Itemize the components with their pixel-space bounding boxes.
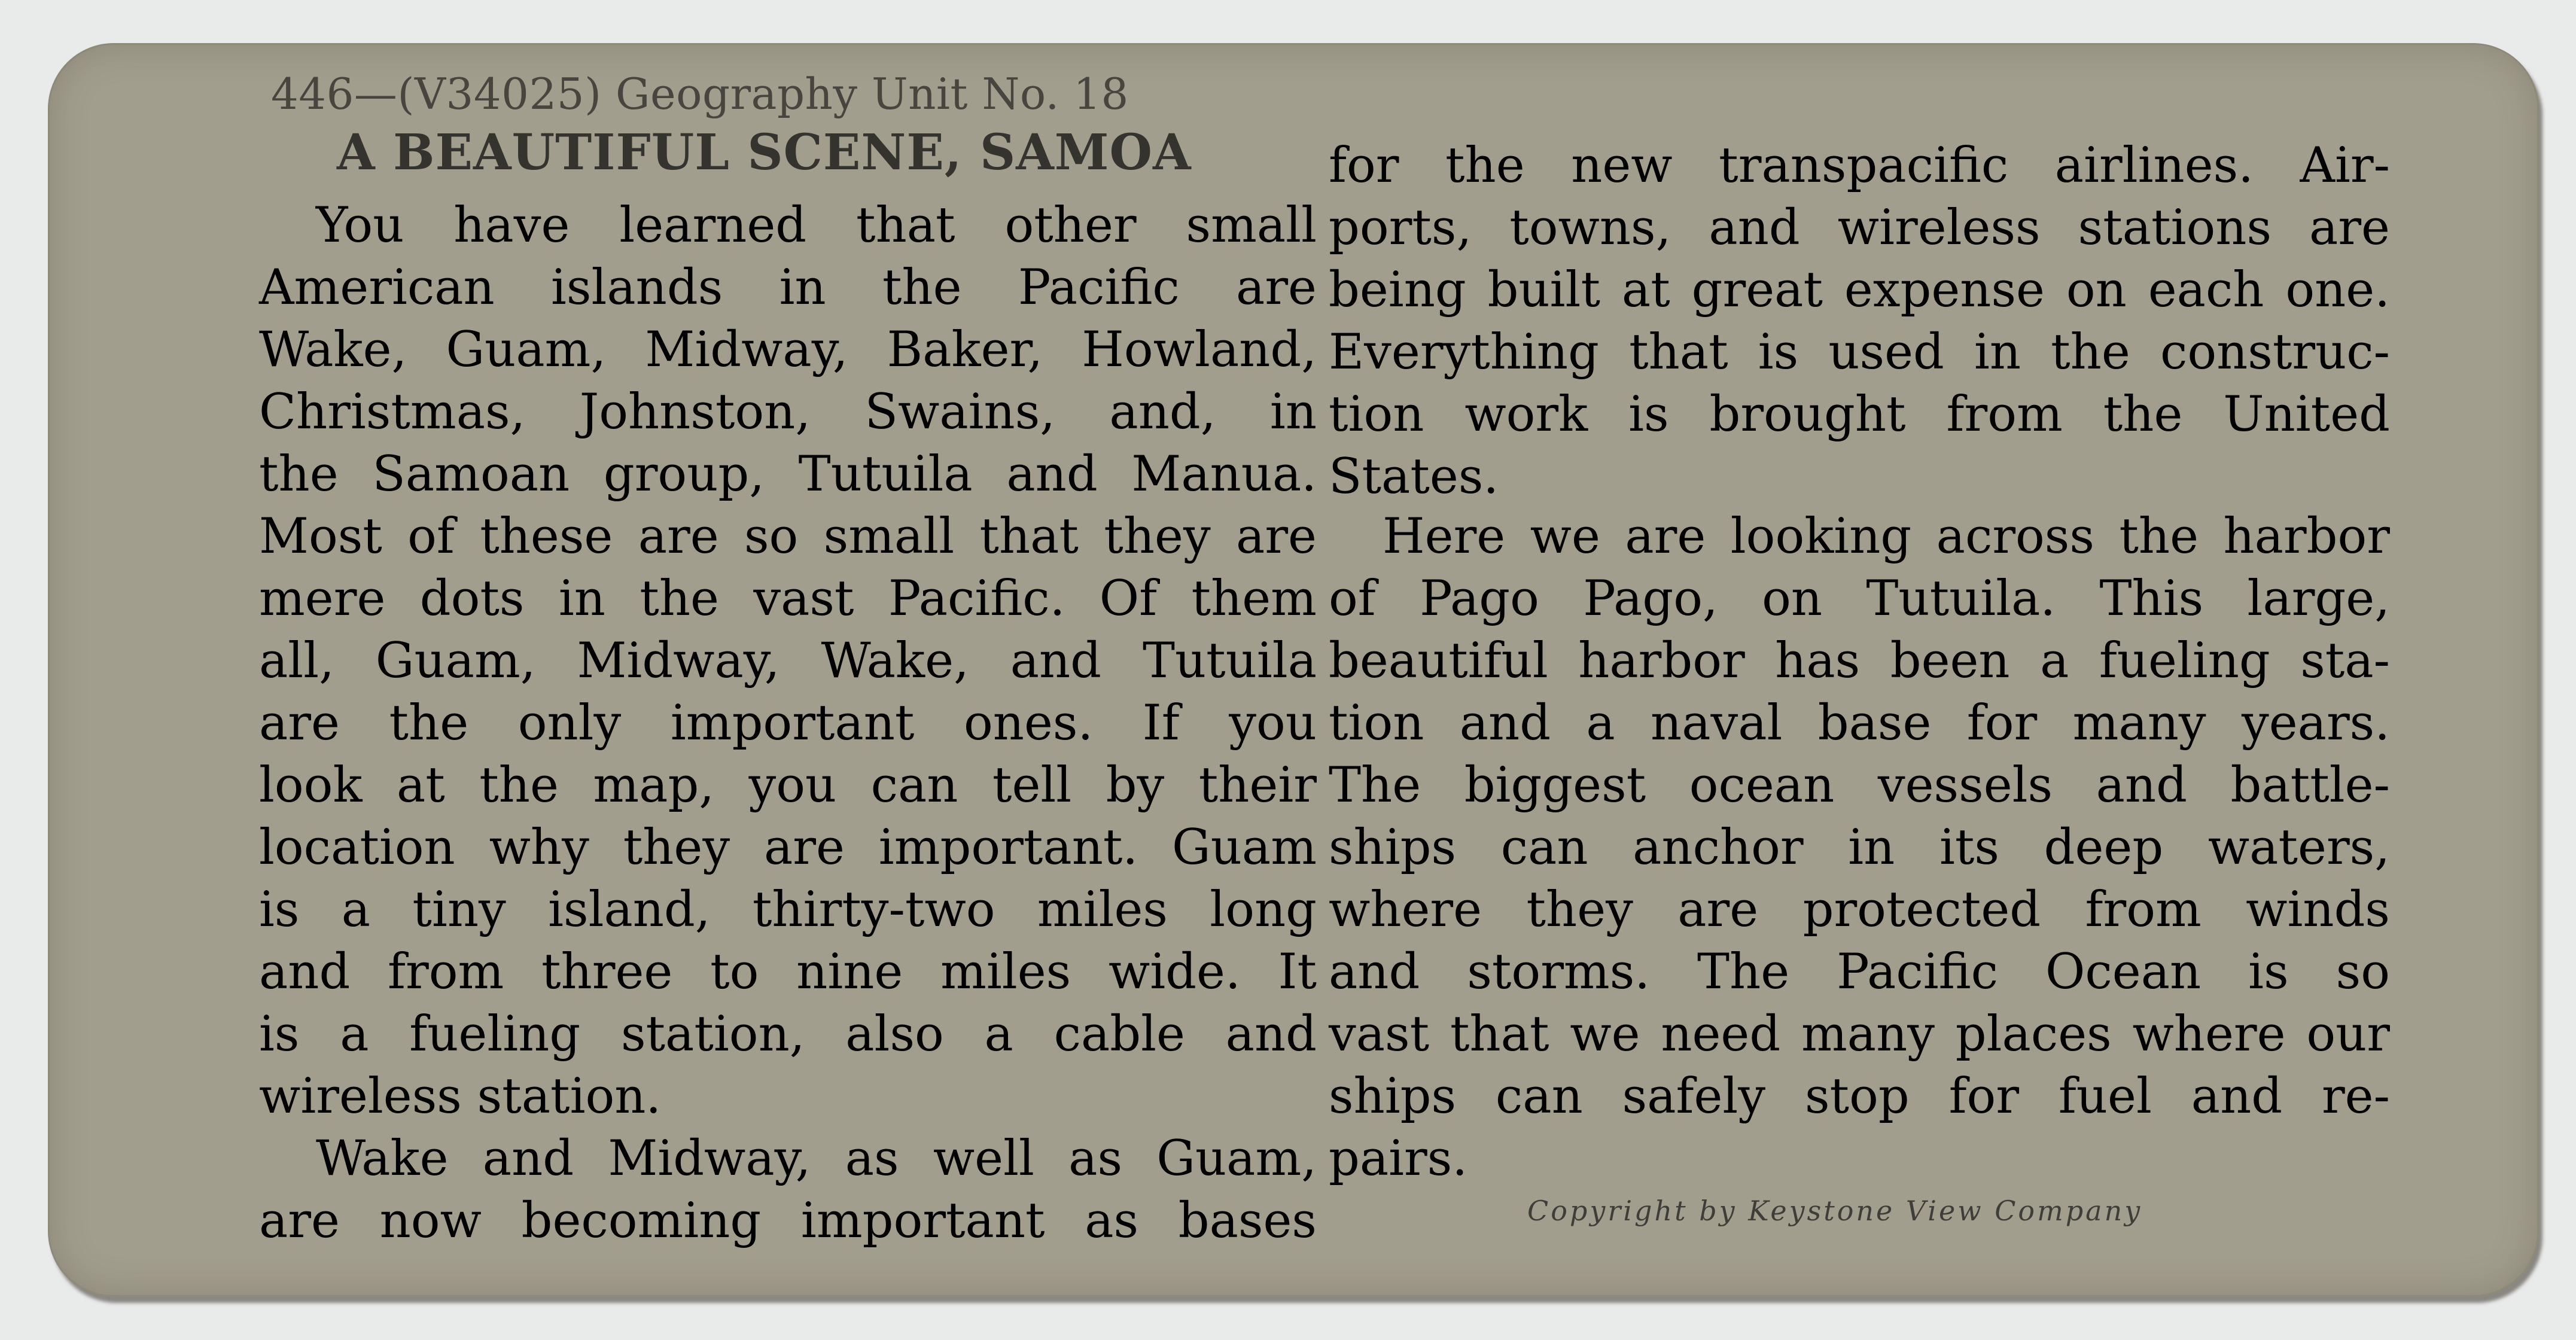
text-line: beautiful harbor has been a fueling sta- [1329, 633, 2390, 689]
right-paragraph-2 [1329, 505, 2390, 1190]
text-line: ships can anchor in its deep waters, [1329, 820, 2390, 876]
text-line: location why they are important. Guam [259, 820, 1317, 876]
text-line: Wake, Guam, Midway, Baker, Howland, [259, 322, 1317, 378]
card-title: A BEAUTIFUL SCENE, SAMOA [337, 124, 1192, 181]
text-line: are the only important ones. If you [259, 695, 1317, 751]
text-line: tion work is brought from the United [1329, 386, 2390, 443]
text-line: American islands in the Pacific are [259, 260, 1317, 316]
text-line: where they are protected from winds [1329, 882, 2390, 938]
left-paragraph-2 [259, 1128, 1317, 1252]
right-paragraph-1 [1329, 135, 2390, 508]
text-line: Christmas, Johnston, Swains, and, in [259, 384, 1317, 440]
text-line: Wake and Midway, as well as Guam, [316, 1131, 1317, 1187]
text-line: of Pago Pago, on Tutuila. This large, [1329, 571, 2390, 627]
text-line: wireless station. [259, 1068, 662, 1125]
text-line: Everything that is used in the construc- [1329, 324, 2390, 380]
text-line: the Samoan group, Tutuila and Manua. [259, 446, 1317, 502]
card-number-header: 446—(V34025) Geography Unit No. 18 [271, 69, 1129, 119]
text-line: look at the map, you can tell by their [259, 757, 1317, 814]
left-paragraph-1 [259, 194, 1317, 1128]
text-line: for the new transpacific airlines. Air- [1329, 138, 2390, 194]
stereograph-card-back [48, 43, 2539, 1297]
text-line: mere dots in the vast Pacific. Of them [259, 571, 1317, 627]
text-line: ships can safely stop for fuel and re- [1329, 1068, 2390, 1125]
text-line: and from three to nine miles wide. It [259, 944, 1317, 1000]
text-line: vast that we need many places where our [1329, 1006, 2390, 1062]
text-line: The biggest ocean vessels and battle- [1329, 757, 2390, 814]
text-line: and storms. The Pacific Ocean is so [1329, 944, 2390, 1000]
text-line: You have learned that other small [316, 197, 1317, 254]
text-line: is a tiny island, thirty-two miles long [259, 882, 1317, 938]
text-line: pairs. [1329, 1131, 1468, 1187]
text-line: is a fueling station, also a cable and [259, 1006, 1317, 1062]
text-line: Here we are looking across the harbor [1383, 508, 2390, 565]
text-line: ports, towns, and wireless stations are [1329, 200, 2390, 256]
text-line: are now becoming important as bases [259, 1193, 1317, 1249]
text-line: all, Guam, Midway, Wake, and Tutuila [259, 633, 1317, 689]
text-line: Most of these are so small that they are [259, 508, 1317, 565]
copyright-notice: Copyright by Keystone View Company [1527, 1195, 2143, 1227]
text-line: tion and a naval base for many years. [1329, 695, 2390, 751]
text-line: States. [1329, 449, 1499, 505]
text-line: being built at great expense on each one. [1329, 262, 2390, 318]
